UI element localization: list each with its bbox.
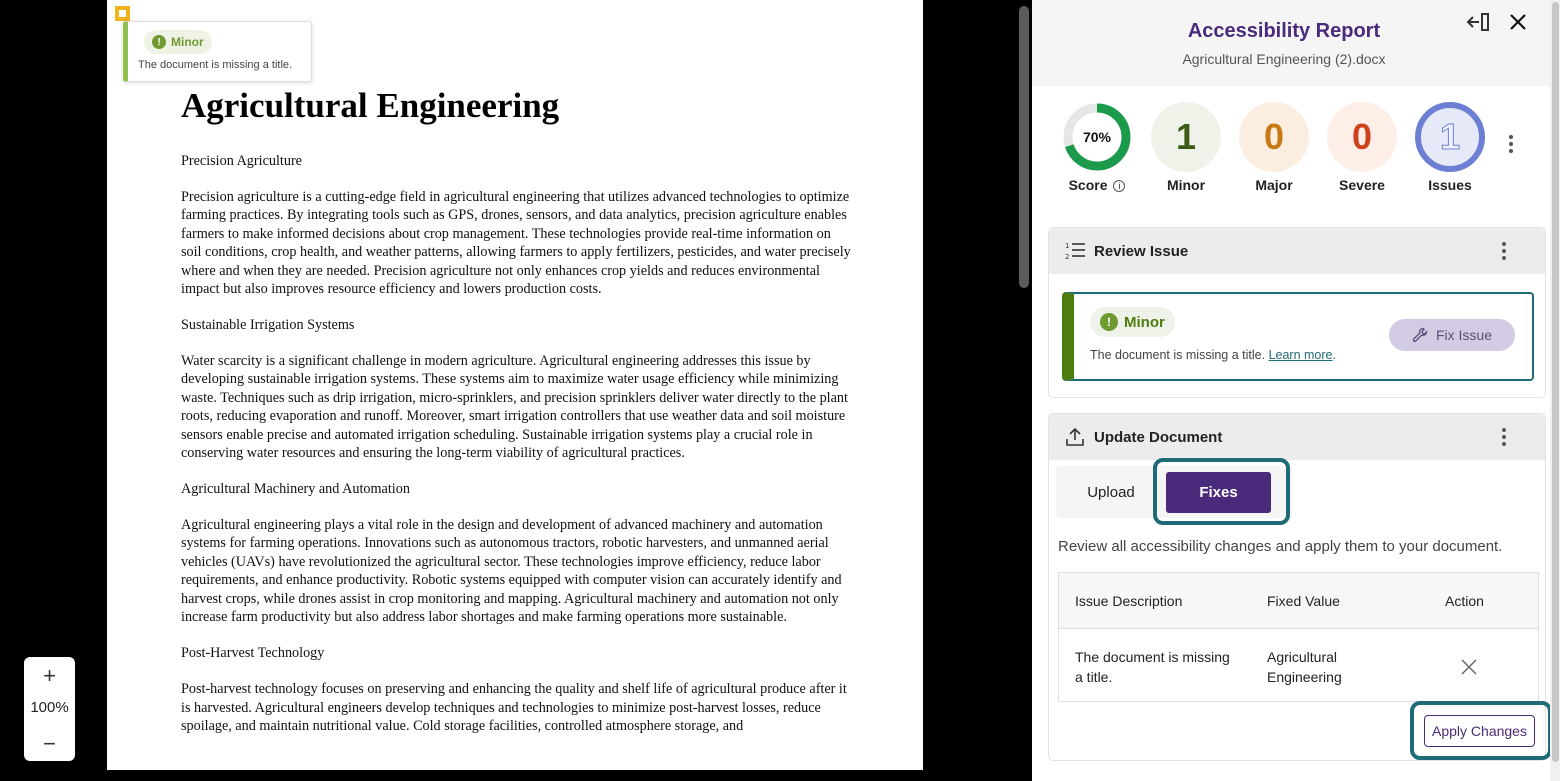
minor-stat	[1151, 102, 1221, 193]
zoom-out-button[interactable]: −	[43, 731, 56, 756]
severity-badge	[1090, 307, 1175, 337]
tab-fixes[interactable]: Fixes	[1166, 472, 1271, 513]
fixes-intro-text: Review all accessibility changes and apply them to your document.	[1058, 538, 1503, 555]
minor-count: 1	[1151, 102, 1221, 172]
score-value: 70%	[1082, 129, 1112, 145]
document-title: Agricultural Engineering	[181, 86, 560, 125]
update-document-card	[1048, 413, 1546, 761]
document-paragraph: Agricultural engineering plays a vital role in the design and development of advanced machinery and automation systems for farming operations. Innovations such as autonomous tractors, robotic harvesters, and unmanned aerial vehicles (UAVs) have revolutionized the agricultural sector. These technologies improve efficiency, reduce labor requirements, and enhance productivity. Robotic systems equipped with computer vision can accurately identify and harvest crops, while drones assist in crop monitoring and mapping. Agricultural machinery and automation not only increase farm productivity but also address labor shortages and make farming operations more sustainable.	[181, 517, 842, 626]
review-issue-header	[1049, 228, 1545, 274]
issue-marker-icon[interactable]	[115, 6, 130, 21]
issue-tooltip	[123, 21, 312, 82]
wrench-icon	[1412, 327, 1428, 343]
zoom-level: 100%	[30, 699, 69, 716]
fixes-table	[1058, 572, 1539, 702]
numbered-list-icon	[1064, 240, 1086, 262]
remove-fix-icon[interactable]	[1459, 657, 1479, 677]
tab-upload[interactable]: Upload	[1087, 483, 1135, 501]
score-stat	[1062, 102, 1132, 193]
score-label-row	[1062, 177, 1132, 193]
major-count: 0	[1239, 102, 1309, 172]
column-header-issue-description: Issue Description	[1075, 593, 1183, 609]
report-title: Accessibility Report	[1187, 20, 1381, 42]
update-document-header	[1049, 414, 1545, 460]
severe-stat	[1327, 102, 1397, 193]
document-heading: Precision Agriculture	[181, 153, 302, 169]
column-header-action: Action	[1445, 593, 1484, 609]
document-paragraph: Precision agriculture is a cutting-edge field in agricultural engineering that utilizes advanced technologies to optimize farming practices. By integrating tools such as GPS, drones, sensors, and data analytics, precision agriculture enables farmers to make informed decisions about crop management. These technologies provide real-time information on soil conditions, crop health, and weather patterns, allowing farmers to apply fertilizers, pesticides, and water precisely where and when they are needed. Precision agriculture not only enhances crop yields and reduces environmental impact but also improves resource efficiency and lowers production costs.	[181, 189, 851, 298]
apply-changes-button[interactable]: Apply Changes	[1424, 715, 1535, 747]
exclamation-icon: !	[152, 35, 166, 49]
report-filename: Agricultural Engineering (2).docx	[1182, 51, 1386, 67]
review-issue-title: Review Issue	[1094, 243, 1189, 260]
cell-issue-description: The document is missing a title.	[1075, 649, 1230, 685]
issue-item[interactable]	[1062, 292, 1534, 381]
document-paragraph: Post-harvest technology focuses on preserving and enhancing the quality and shelf life of agricultural produce after it is harvested. Agricultural engineers develop techniques and technologies to minimize post-harvest losses, reduce spoilage, and maintain nutritional value. Cold storage facilities, controlled atmosphere storage, and	[181, 681, 847, 734]
issues-label: Issues	[1428, 177, 1472, 193]
update-document-title: Update Document	[1094, 429, 1223, 446]
update-more-menu-icon[interactable]	[1495, 426, 1513, 448]
score-ring	[1062, 102, 1132, 172]
svg-text:2: 2	[1065, 253, 1070, 261]
major-stat	[1239, 102, 1309, 193]
document-paragraph: Water scarcity is a significant challenge in modern agriculture. Agricultural engineering addresses this issue by developing sustainable irrigation systems. These systems aim to maximize water usage efficiency while minimizing waste. Techniques such as drip irrigation, micro-sprinklers, and precision sprinklers deliver water directly to the plant roots, reducing evaporation and runoff. Moreover, smart irrigation controllers that use weather data and soil moisture sensors enable precise and automated irrigation scheduling. Sustainable irrigation systems play a crucial role in conserving water resources and ensuring the long-term viability of agricultural practices.	[181, 353, 848, 462]
viewer-scrollbar[interactable]	[1019, 6, 1029, 288]
info-icon[interactable]: i	[1113, 180, 1125, 192]
learn-more-link[interactable]: Learn more	[1268, 348, 1333, 362]
column-header-fixed-value: Fixed Value	[1267, 593, 1340, 609]
severity-badge	[144, 30, 212, 54]
score-label: Score	[1068, 177, 1108, 193]
severity-label: Minor	[1124, 313, 1165, 331]
accessibility-report-panel	[1032, 0, 1560, 781]
fix-issue-button[interactable]	[1389, 319, 1515, 351]
panel-scrollbar-thumb[interactable]	[1552, 2, 1559, 762]
issues-stat	[1415, 102, 1485, 193]
zoom-in-button[interactable]: +	[43, 663, 56, 688]
severe-label: Severe	[1339, 177, 1385, 193]
tooltip-message: The document is missing a title.	[138, 59, 293, 71]
upload-icon	[1064, 426, 1086, 448]
issue-description: The document is missing a title. Learn more.	[1090, 348, 1336, 362]
document-heading: Post-Harvest Technology	[181, 645, 325, 662]
fix-issue-label: Fix Issue	[1435, 327, 1492, 343]
svg-text:1: 1	[1065, 242, 1070, 250]
close-icon[interactable]	[1506, 10, 1530, 34]
review-issue-card	[1048, 227, 1546, 398]
document-heading: Sustainable Irrigation Systems	[181, 317, 355, 334]
panel-scrollbar[interactable]	[1550, 0, 1560, 781]
exclamation-icon: !	[1100, 313, 1118, 331]
cell-fixed-value: Agricultural Engineering	[1267, 649, 1342, 685]
severe-count: 0	[1327, 102, 1397, 172]
major-label: Major	[1255, 177, 1293, 193]
zoom-control	[24, 657, 75, 761]
collapse-panel-icon[interactable]	[1466, 11, 1490, 33]
document-heading: Agricultural Machinery and Automation	[181, 481, 410, 498]
minor-label: Minor	[1166, 177, 1206, 193]
review-more-menu-icon[interactable]	[1495, 240, 1513, 262]
stats-more-menu-icon[interactable]	[1502, 133, 1520, 155]
issue-message: The document is missing a title.	[1090, 348, 1266, 362]
panel-header	[1032, 0, 1560, 86]
issues-count: 1	[1415, 102, 1485, 172]
severity-label: Minor	[171, 35, 204, 49]
document-body	[181, 152, 853, 753]
document-page	[107, 0, 923, 770]
